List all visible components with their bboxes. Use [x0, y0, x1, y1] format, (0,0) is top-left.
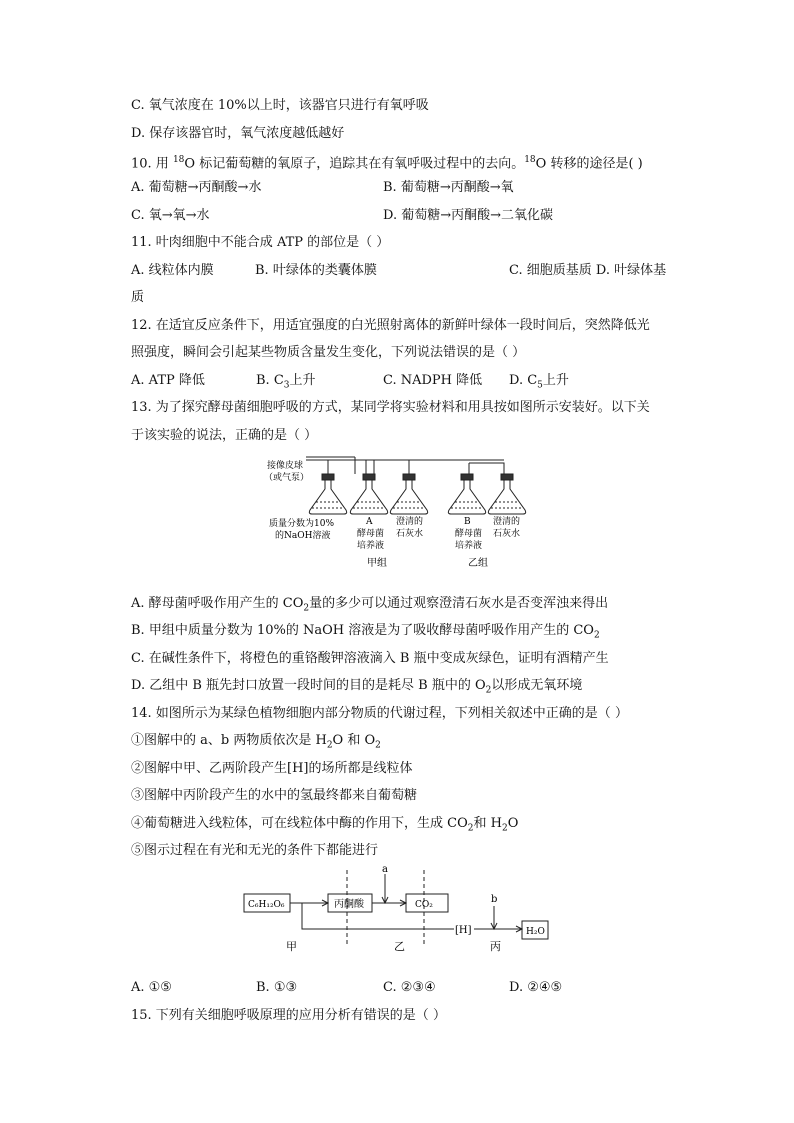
q14-statement-4: ④葡萄糖进入线粒体，可在线粒体中酶的作用下，生成 $CO_2$和 $H_2O$ — [131, 816, 519, 834]
q11-option-cd: C. 细胞质基质 D. 叶绿体基 — [509, 263, 667, 278]
q9-option-d: D. 保存该器官时，氧气浓度越低越好 — [131, 126, 345, 141]
q14-option-b: B. ①③ — [256, 980, 298, 995]
q12-option-c: C. NADPH 降低 — [383, 373, 483, 388]
hydrogen-label: [H] — [455, 925, 472, 936]
q13-option-d: D. 乙组中 B 瓶先封口放置一段时间的目的是耗尽 B 瓶中的 $O_2$以形成无氧环境 — [131, 678, 583, 696]
q14-option-c: C. ②③④ — [383, 980, 436, 995]
q12-stem-line1: 12. 在适宜反应条件下，用适宜强度的白光照射离体的新鲜叶绿体一段时间后，突然降低光 — [131, 318, 650, 333]
flask-a-label: A — [366, 517, 373, 527]
q14-stem: 14. 如图所示为某绿色植物细胞内部分物质的代谢过程，下列相关叙述中正确的是（ ） — [131, 706, 628, 721]
q11-stem: 11. 叶肉细胞中不能合成 ATP 的部位是（ ） — [131, 235, 390, 250]
q10-option-d: D. 葡萄糖→丙酮酸→二氧化碳 — [383, 208, 554, 223]
q14-option-d: D. ②④⑤ — [509, 980, 563, 995]
naoh-label-2: 的NaOH溶液 — [275, 531, 331, 541]
substance-a-label: a — [382, 866, 388, 875]
flask-b-label: B — [464, 517, 471, 527]
q13-option-c: C. 在碱性条件下，将橙色的重铬酸钾溶液滴入 B 瓶中变成灰绿色，证明有酒精产生 — [131, 651, 609, 666]
q12-option-b: B. $C_3$上升 — [256, 373, 316, 391]
glucose-label: C₆H₁₂O₆ — [248, 900, 285, 910]
q13-option-a: A. 酵母菌呼吸作用产生的 $CO_2$量的多少可以通过观察澄清石灰水是否变浑浊来得出 — [131, 596, 609, 614]
group-jia-label: 甲组 — [367, 558, 387, 569]
group-yi-label: 乙组 — [468, 558, 488, 569]
limewater-label-3: 澄清的 — [493, 517, 521, 527]
q9-option-c: C. 氧气浓度在 10%以上时，该器官只进行有氧呼吸 — [131, 98, 429, 113]
limewater-label-4: 石灰水 — [493, 529, 521, 539]
q11-wrap: 质 — [131, 290, 145, 305]
q13-stem-line1: 13. 为了探究酵母菌细胞呼吸的方式，某同学将实验材料和用具按如图所示安装好。以下关 — [131, 400, 650, 415]
substance-b-label: b — [491, 894, 498, 905]
q13-stem-line2: 于该实验的说法，正确的是（ ） — [131, 428, 318, 443]
flask-b-label-3: 培养液 — [455, 541, 483, 551]
q11-option-b: B. 叶绿体的类囊体膜 — [255, 263, 377, 278]
q10-option-b: B. 葡萄糖→丙酮酸→氧 — [383, 180, 514, 195]
q10-option-c: C. 氧→氧→水 — [131, 208, 210, 223]
q10-option-a: A. 葡萄糖→丙酮酸→水 — [131, 180, 262, 195]
stage-bing-label: 丙 — [490, 940, 501, 953]
q14-statement-1: ①图解中的 a、b 两物质依次是 $H_2O$ 和 $O_2$ — [131, 733, 381, 751]
flask-a-label-2: 酵母菌 — [357, 529, 385, 539]
q15-stem: 15. 下列有关细胞呼吸原理的应用分析有错误的是（ ） — [131, 1008, 446, 1023]
stage-jia-label: 甲 — [286, 940, 297, 953]
pump-label-2: （或气泵） — [264, 473, 310, 483]
q10-stem: 10. 用 $^{18}$O 标记葡萄糖的氧原子，追踪其在有氧呼吸过程中的去向。$^{18}$O 转移的途径是( ) — [131, 155, 643, 172]
q14-statement-2: ②图解中甲、乙两阶段产生[H]的场所都是线粒体 — [131, 761, 413, 776]
stage-yi-label: 乙 — [394, 940, 405, 953]
co2-label: CO₂ — [415, 900, 433, 910]
water-label: H₂O — [526, 927, 545, 937]
q12-option-a: A. ATP 降低 — [131, 373, 205, 388]
yeast-respiration-apparatus-figure — [262, 452, 542, 570]
flask-a-label-3: 培养液 — [357, 541, 385, 551]
q14-statement-5: ⑤图示过程在有光和无光的条件下都能进行 — [131, 843, 379, 858]
q14-statement-3: ③图解中丙阶段产生的水中的氢最终都来自葡萄糖 — [131, 788, 418, 803]
flask-b-label-2: 酵母菌 — [455, 529, 483, 539]
naoh-label: 质量分数为10% — [269, 519, 335, 529]
q11-option-a: A. 线粒体内膜 — [131, 263, 214, 278]
q12-option-d: D. $C_5$上升 — [509, 373, 569, 391]
limewater-label: 澄清的 — [396, 517, 424, 527]
q12-stem-line2: 照强度，瞬间会引起某些物质含量发生变化，下列说法错误的是（ ） — [131, 345, 526, 360]
q14-option-a: A. ①⑤ — [131, 980, 172, 995]
q13-option-b: B. 甲组中质量分数为 10%的 NaOH 溶液是为了吸收酵母菌呼吸作用产生的 $CO_2$ — [131, 623, 600, 641]
limewater-label-2: 石灰水 — [396, 529, 424, 539]
pump-label: 接像皮球 — [267, 461, 304, 471]
pyruvate-label: 丙酮酸 — [334, 899, 364, 910]
metabolism-pathway-figure — [242, 866, 552, 956]
